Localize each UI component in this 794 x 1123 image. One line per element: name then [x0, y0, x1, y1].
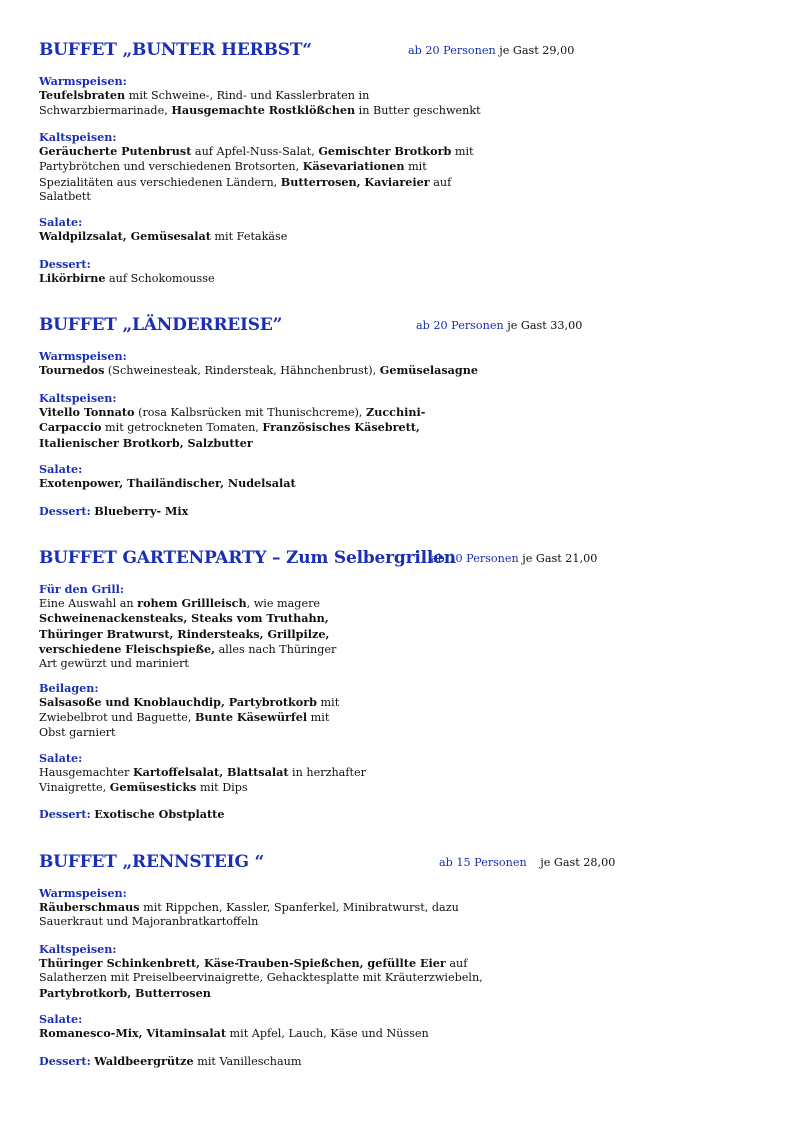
menu-line: [39, 1026, 429, 1041]
section-dessert: [39, 257, 215, 286]
menu-line: [39, 657, 336, 671]
section-label: Kaltspeisen:: [39, 942, 117, 956]
dish-description: mit: [404, 160, 427, 174]
buffet-title: BUFFET GARTENPARTY – Zum Selbergrillen: [39, 548, 456, 568]
dish-description: Partybrötchen und verschiedenen Brotsorten,: [39, 160, 303, 174]
dish-description: auf: [429, 175, 452, 189]
section-warmspeisen: [39, 349, 478, 378]
dish-name: Gemüselasagne: [379, 363, 478, 377]
dish-name: Carpaccio: [39, 420, 102, 435]
dish-description: mit Apfel, Lauch, Käse und Nüssen: [226, 1027, 429, 1040]
section-label: Dessert:: [39, 1054, 91, 1068]
menu-line: [39, 504, 188, 519]
dish-name: Thüringer Bratwurst, Rindersteaks, Grillpilze,: [39, 626, 330, 641]
dish-description: mit: [451, 145, 474, 158]
section-label: Dessert:: [39, 504, 91, 518]
dish-name: Thüringer Schinkenbrett, Käse-Trauben-Spießchen, gefüllte Eier: [39, 956, 446, 970]
section-label: Salate:: [39, 1012, 83, 1026]
section-kaltspeisen: [39, 942, 483, 1001]
dish-description: mit Vanilleschaum: [193, 1055, 302, 1068]
dish-description: Hausgemachter: [39, 766, 133, 779]
dish-name: Butterrosen, Kaviareier: [280, 174, 430, 189]
dish-name: Zucchini-: [366, 405, 426, 419]
buffet-price-info: [408, 44, 574, 57]
dish-name: verschiedene Fleischspieße,: [39, 641, 216, 656]
dish-description: mit: [307, 711, 330, 725]
section-label: Kaltspeisen:: [39, 130, 117, 144]
dish-name: Blueberry- Mix: [94, 504, 189, 518]
dish-description: mit: [317, 696, 340, 709]
dish-name: Schweinenackensteaks, Steaks vom Truthahn,: [39, 611, 329, 626]
section-label: Warmspeisen:: [39, 74, 127, 88]
menu-line: [39, 88, 481, 103]
dish-name: Partybrotkorb, Butterrosen: [39, 985, 211, 1000]
dish-description: mit getrockneten Tomaten,: [101, 421, 263, 435]
section-label: Salate:: [39, 751, 83, 765]
buffet-title: BUFFET „LÄNDERREISE”: [39, 315, 283, 335]
menu-line: [39, 986, 483, 1001]
dish-description: auf Apfel-Nuss-Salat,: [191, 145, 319, 158]
dish-description: , wie magere: [246, 597, 321, 610]
menu-line: [39, 900, 459, 915]
persons-label: ab 15 Personen: [439, 856, 527, 869]
menu-line: [39, 420, 425, 435]
dish-name: Gemischter Brotkorb: [318, 144, 452, 158]
dish-description: Salatbett: [39, 189, 91, 203]
buffet-price-info: [439, 856, 615, 869]
dish-name: Geräucherte Putenbrust: [39, 144, 192, 158]
menu-line: [39, 436, 425, 451]
section-warmspeisen: [39, 886, 459, 930]
dish-description: (Schweinesteak, Rindersteak, Hähnchenbrust),: [104, 364, 380, 377]
dish-description: auf: [445, 957, 468, 970]
menu-line: [39, 1054, 301, 1069]
menu-line: [39, 476, 296, 491]
dish-description: in Butter geschwenkt: [355, 104, 481, 118]
dish-description: Schwarzbiermarinade,: [39, 104, 172, 118]
dish-description: Sauerkraut und Majoranbratkartoffeln: [39, 915, 259, 929]
dish-description: mit Dips: [196, 781, 248, 795]
section-dessert: [39, 1054, 301, 1069]
dish-name: Romanesco-Mix, Vitaminsalat: [39, 1026, 226, 1040]
menu-line: [39, 190, 474, 204]
dish-name: Salsasoße und Knoblauchdip, Partybrotkorb: [39, 695, 317, 709]
dish-description: Spezialitäten aus verschiedenen Ländern,: [39, 175, 281, 189]
dish-description: mit Fetakäse: [210, 230, 288, 243]
section-label: Dessert:: [39, 807, 91, 821]
dish-description: mit Schweine-, Rind- und Kasslerbraten in: [125, 89, 370, 102]
section-kaltspeisen: [39, 130, 474, 204]
persons-label: ab 20 Personen: [416, 319, 504, 332]
dish-description: Salatherzen mit Preiselbeervinaigrette, Gehacktesplatte mit Kräuterzwiebeln,: [39, 971, 483, 985]
dish-name: rohem Grillleisch: [137, 596, 247, 610]
section-label: Beilagen:: [39, 681, 99, 695]
dish-description: Eine Auswahl an: [39, 597, 138, 610]
persons-label: ab 10 Personen: [431, 552, 519, 565]
menu-line: [39, 405, 425, 420]
section-label: Warmspeisen:: [39, 886, 127, 900]
buffet-price-info: [431, 552, 597, 565]
price-label: je Gast 28,00: [540, 856, 616, 869]
dish-name: Exotische Obstplatte: [94, 807, 225, 821]
section-label: Für den Grill:: [39, 582, 124, 596]
menu-line: [39, 627, 336, 642]
dish-name: Waldbeergrütze: [94, 1054, 194, 1068]
menu-line: [39, 695, 339, 710]
section-warmspeisen: [39, 74, 481, 119]
dish-name: Hausgemachte Rostklößchen: [171, 103, 356, 118]
dish-name: Likörbirne: [39, 271, 106, 285]
menu-line: [39, 363, 478, 378]
menu-line: [39, 780, 366, 795]
persons-label: ab 20 Personen: [408, 44, 496, 57]
dish-description: Art gewürzt und mariniert: [39, 657, 189, 671]
section-label: Salate:: [39, 462, 83, 476]
dish-name: Kartoffelsalat, Blattsalat: [132, 765, 289, 779]
section-grill: [39, 582, 336, 671]
dish-name: Bunte Käsewürfel: [194, 710, 308, 725]
menu-line: [39, 971, 483, 985]
menu-line: [39, 596, 336, 611]
menu-line: [39, 271, 215, 286]
menu-line: [39, 956, 483, 971]
dish-name: Italienischer Brotkorb, Salzbutter: [39, 435, 253, 450]
dish-name: Gemüsesticks: [109, 780, 197, 795]
buffet-price-info: [416, 319, 582, 332]
dish-name: Käsevariationen: [302, 159, 405, 174]
buffet-title: BUFFET „BUNTER HERBST“: [39, 40, 312, 60]
dish-name: Waldpilzsalat, Gemüsesalat: [39, 229, 211, 243]
dish-name: Französisches Käsebrett,: [262, 420, 420, 435]
section-salate: [39, 1012, 429, 1041]
dish-description: mit Rippchen, Kassler, Spanferkel, Minibratwurst, dazu: [139, 901, 459, 914]
section-dessert: [39, 504, 188, 519]
section-kaltspeisen: [39, 391, 425, 451]
dish-description: Obst garniert: [39, 725, 116, 739]
section-salate: [39, 215, 287, 244]
menu-line: [39, 103, 481, 118]
section-salate: [39, 462, 296, 491]
menu-line: [39, 611, 336, 626]
dish-description: alles nach Thüringer: [215, 642, 337, 656]
dish-description: auf Schokomousse: [105, 272, 215, 285]
menu-line: [39, 229, 287, 244]
dish-name: Teufelsbraten: [39, 88, 126, 102]
menu-line: [39, 765, 366, 780]
menu-line: [39, 175, 474, 190]
price-label: je Gast 29,00: [499, 44, 575, 57]
dish-description: Zwiebelbrot und Baguette,: [39, 711, 195, 725]
section-salate: [39, 751, 366, 796]
section-dessert: [39, 807, 224, 822]
dish-description: in herzhafter: [288, 766, 366, 779]
dish-name: Exotenpower, Thailändischer, Nudelsalat: [39, 476, 296, 490]
buffet-title: BUFFET „RENNSTEIG “: [39, 852, 265, 872]
section-label: Salate:: [39, 215, 83, 229]
section-label: Warmspeisen:: [39, 349, 127, 363]
menu-line: [39, 915, 459, 929]
section-beilagen: [39, 681, 339, 740]
menu-line: [39, 710, 339, 725]
menu-line: [39, 807, 224, 822]
section-label: Dessert:: [39, 257, 91, 271]
section-label: Kaltspeisen:: [39, 391, 117, 405]
menu-line: [39, 642, 336, 657]
price-label: je Gast 33,00: [507, 319, 583, 332]
menu-line: [39, 144, 474, 159]
dish-name: Vitello Tonnato: [39, 405, 135, 419]
menu-line: [39, 159, 474, 174]
dish-description: (rosa Kalbsrücken mit Thunischcreme),: [134, 406, 367, 419]
dish-description: Vinaigrette,: [39, 781, 110, 795]
menu-line: [39, 726, 339, 740]
dish-name: Räuberschmaus: [39, 900, 140, 914]
price-label: je Gast 21,00: [522, 552, 598, 565]
dish-name: Tournedos: [39, 363, 105, 377]
